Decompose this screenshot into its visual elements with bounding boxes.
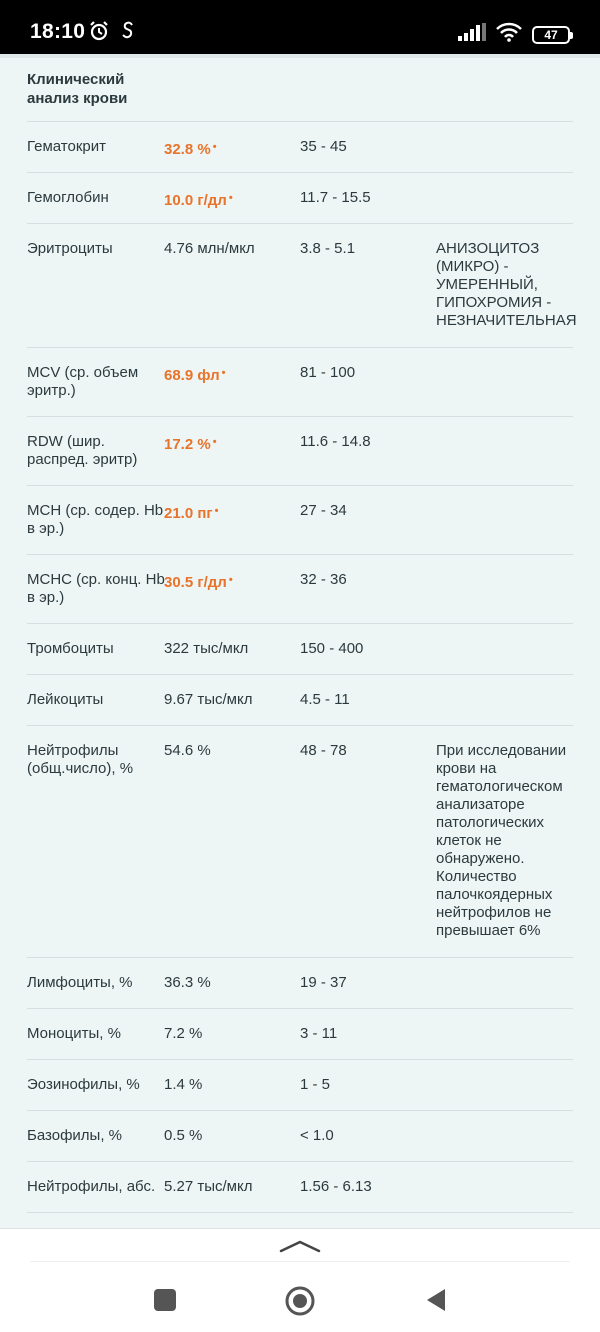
test-value-text: 17.2 % [164,436,211,453]
test-value-text: 322 тыс/мкл [164,640,249,657]
reference-range: 3.8 - 5.1 [300,240,356,257]
test-value-text: 9.67 тыс/мкл [164,691,253,708]
abnormal-marker-icon: • [228,192,233,204]
test-value-abnormal [164,364,299,385]
table-row [27,725,573,957]
test-value-text: 21.0 пг [164,505,213,522]
test-comment: АНИЗОЦИТОЗ (МИКРО) - УМЕРЕННЫЙ, ГИПОХРОМИЯ - НЕЗНАЧИТЕЛЬНАЯ [436,240,577,329]
status-time: 18:10 [30,20,86,43]
test-name: MCH (ср. содер. Hb в эр.) [27,502,164,537]
reference-range: 32 - 36 [300,571,347,588]
abnormal-marker-icon: • [221,367,226,379]
test-value [164,640,299,658]
test-name: Тромбоциты [27,640,114,657]
section-title: Клинический анализ крови [27,71,128,107]
test-value-text: 4.76 млн/мкл [164,240,255,257]
back-button[interactable] [421,1285,451,1315]
test-value-abnormal [164,571,299,592]
content-top-divider [0,54,600,58]
expand-handle-icon[interactable] [279,1239,321,1258]
reference-range: 19 - 37 [300,974,347,991]
table-row [27,623,573,674]
abnormal-marker-icon: • [212,141,217,153]
test-value [164,1025,299,1043]
table-row [27,347,573,416]
reference-range: 150 - 400 [300,640,364,657]
table-row [27,416,573,485]
reference-range: 4.5 - 11 [300,691,350,708]
test-value-text: 32.8 % [164,141,211,158]
test-value [164,1178,299,1196]
test-name: Базофилы, % [27,1127,122,1144]
table-row [27,223,577,347]
test-name: MCHC (ср. конц. Hb в эр.) [27,571,165,606]
status-icons-left [88,20,138,47]
test-value-text: 36.3 % [164,974,211,991]
table-row [27,121,573,172]
results-table [27,121,577,1213]
test-comment: При исследовании крови на гематологическом анализаторе патологических клеток не обнаружено. Количество палочкоядерных нейтрофилов не превышает 6% [436,742,567,939]
test-value-text: 10.0 г/дл [164,192,227,209]
reference-range: 27 - 34 [300,502,347,519]
alarm-icon [88,20,110,47]
reference-range: 3 - 11 [300,1025,338,1042]
wifi-icon [496,22,522,47]
test-value-abnormal [164,433,299,454]
test-name: Эритроциты [27,240,113,257]
test-value-text: 30.5 г/дл [164,574,227,591]
abnormal-marker-icon: • [212,436,217,448]
test-value-text: 7.2 % [164,1025,203,1042]
reference-range: 35 - 45 [300,138,347,155]
test-value [164,240,299,258]
reference-range: 11.7 - 15.5 [300,189,371,206]
test-name: Гематокрит [27,138,106,155]
reference-range: 11.6 - 14.8 [300,433,371,450]
table-row [27,957,573,1008]
reference-range: 81 - 100 [300,364,356,381]
table-row [27,1110,573,1161]
test-value-text: 5.27 тыс/мкл [164,1178,253,1195]
test-value-text: 54.6 % [164,742,211,759]
table-row [27,554,573,623]
table-row [27,674,573,725]
reference-range: 48 - 78 [300,742,347,759]
table-row [27,1161,573,1212]
status-bar [0,0,600,54]
test-name: Лейкоциты [27,691,104,708]
test-value [164,1127,299,1145]
test-value-text: 68.9 фл [164,367,220,384]
signal-icon [458,23,486,46]
test-name: RDW (шир. распред. эритр) [27,433,138,468]
table-row [27,1008,573,1059]
table-row [27,485,573,554]
test-name: Эозинофилы, % [27,1076,140,1093]
test-value-abnormal [164,138,299,159]
recent-apps-button[interactable] [150,1285,180,1315]
battery-icon: 47 [532,26,570,44]
test-value [164,742,299,760]
status-icons-right [458,22,570,47]
test-name: Лимфоциты, % [27,974,133,991]
table-row [27,172,573,223]
abnormal-marker-icon: • [214,505,219,517]
reference-range: 1.56 - 6.13 [300,1178,372,1195]
test-name: Гемоглобин [27,189,109,206]
test-value [164,974,299,992]
test-name: MCV (ср. объем эритр.) [27,364,139,399]
app-notification-icon [118,20,138,47]
lab-results-content[interactable] [0,54,600,1228]
nav-divider [30,1261,570,1262]
test-name: Нейтрофилы, абс. [27,1178,156,1195]
test-value [164,691,299,709]
bottom-navigation [0,1228,600,1332]
test-value-text: 0.5 % [164,1127,203,1144]
table-end-divider [27,1212,573,1213]
test-value-abnormal [164,189,299,210]
test-value-text: 1.4 % [164,1076,203,1093]
reference-range: < 1.0 [300,1127,334,1144]
test-name: Моноциты, % [27,1025,121,1042]
test-value [164,1076,299,1094]
abnormal-marker-icon: • [228,574,233,586]
test-name: Нейтрофилы (общ.число), % [27,742,134,777]
table-row [27,1059,573,1110]
home-button[interactable] [284,1285,314,1315]
reference-range: 1 - 5 [300,1076,331,1093]
test-value-abnormal [164,502,299,523]
